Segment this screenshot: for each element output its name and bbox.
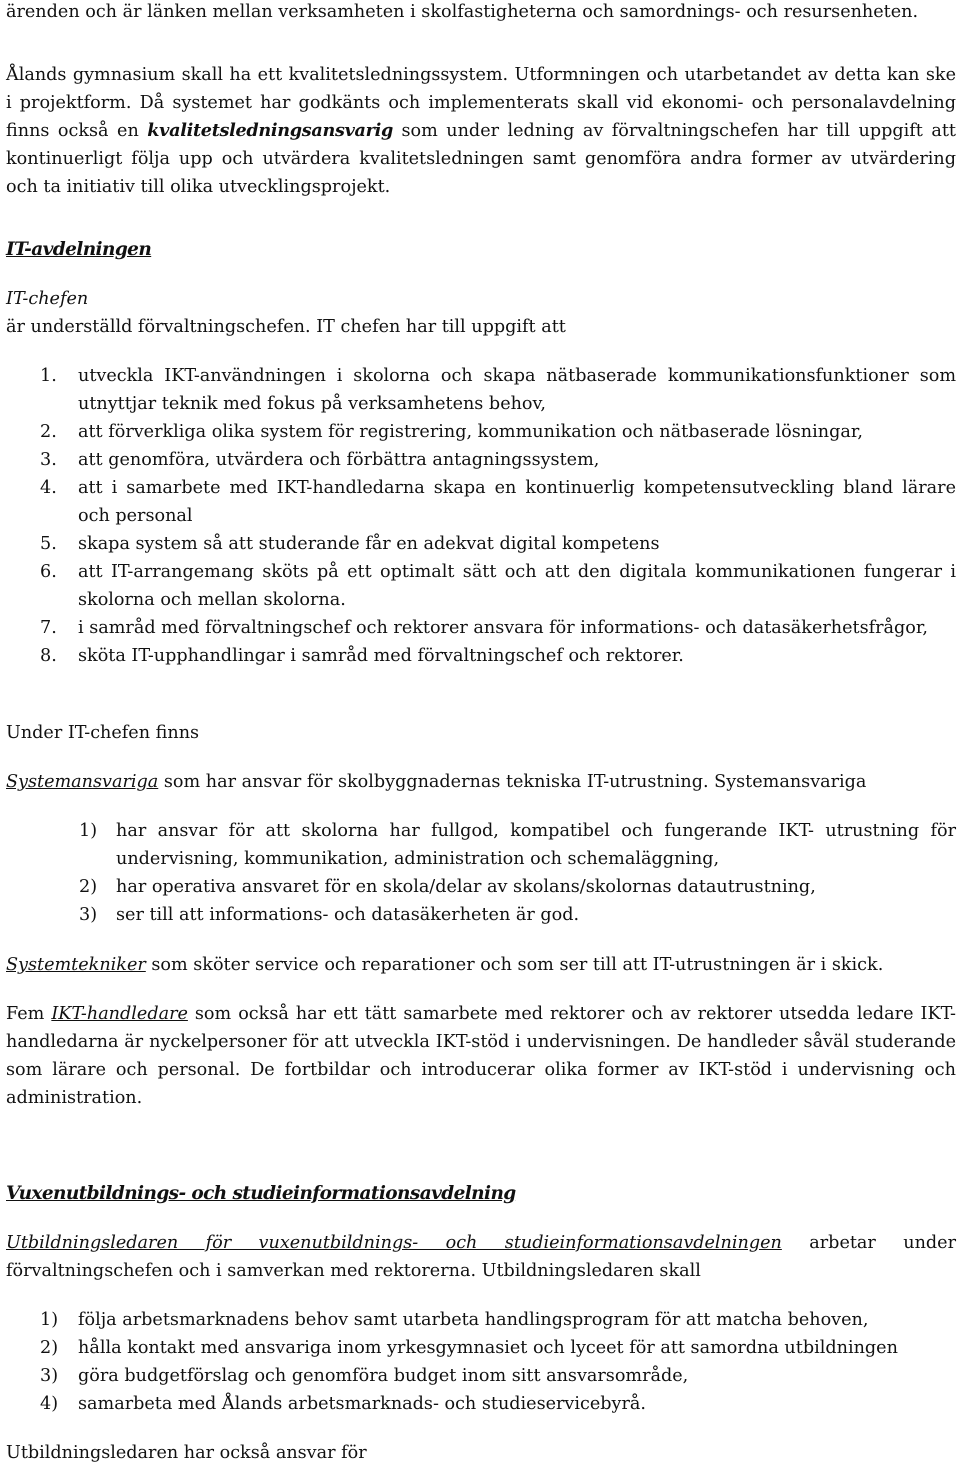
intro-text-a: Ålands gymnasium skall ha ett kvalitetsledningssystem. Utformningen och utarbetandet av detta kan ske i projektform. Då systemet har godkänts och implementerats skall vid ekonomi- och personalavdelning finns också en [6, 65, 956, 141]
list-item-text: att i samarbete med IKT-handledarna skapa en kontinuerlig kompetensutveckling bland lärare och personal [78, 478, 956, 526]
list-item-number: 3) [79, 905, 98, 925]
system-managers-list [6, 817, 956, 929]
it-chief-task-list [6, 362, 956, 670]
list-item-text: skapa system så att studerande får en adekvat digital kompetens [78, 534, 660, 554]
list-item-number: 8. [40, 646, 57, 666]
list-item-text: har ansvar för att skolorna har fullgod, kompatibel och fungerande IKT- utrustning för undervisning, kommunikation, administration och schemaläggning, [116, 821, 956, 869]
system-managers-term: Systemansvariga [6, 772, 159, 792]
vux-section-heading: Vuxenutbildnings- och studieinformationsavdelning [6, 1183, 516, 1204]
list-item-text: sköta IT-upphandlingar i samråd med förvaltningschef och rektorer. [78, 646, 684, 666]
education-leader-term: Utbildningsledaren för vuxenutbildnings- och studieinformationsavdelningen [6, 1233, 782, 1253]
ikt-supervisors-term: IKT-handledare [51, 1004, 188, 1024]
list-item-number: 1) [40, 1310, 59, 1330]
list-item [6, 1334, 956, 1362]
list-item [6, 817, 956, 873]
list-item [6, 446, 956, 474]
list-item-number: 4. [40, 478, 57, 498]
list-item-text: samarbeta med Ålands arbetsmarknads- och studieservicebyrå. [78, 1394, 646, 1414]
list-item-number: 7. [40, 618, 57, 638]
it-section-heading: IT-avdelningen [6, 239, 152, 260]
list-item [6, 901, 956, 929]
list-item [6, 642, 956, 670]
system-technicians-paragraph: Systemtekniker som sköter service och reparationer och som ser till att IT-utrustningen är i skick. [6, 955, 884, 975]
intro-paragraph-1: ärenden och är länken mellan verksamheten i skolfastigheterna och samordnings- och resursenheten. [6, 2, 919, 22]
list-item-text: ser till att informations- och datasäkerheten är god. [116, 905, 580, 925]
list-item-number: 3) [40, 1366, 59, 1386]
list-item [6, 873, 956, 901]
intro-paragraph-2 [6, 61, 956, 201]
list-item-text: att förverkliga olika system för registrering, kommunikation och nätbaserade lösningar, [78, 422, 863, 442]
list-item-number: 6. [40, 562, 57, 582]
list-item [6, 530, 956, 558]
it-chief-lead: är underställd förvaltningschefen. IT chefen har till uppgift att [6, 317, 566, 337]
system-technicians-term: Systemtekniker [6, 955, 146, 975]
list-item-text: att genomföra, utvärdera och förbättra antagningssystem, [78, 450, 600, 470]
list-item-number: 2) [40, 1338, 59, 1358]
list-item-text: att IT-arrangemang sköts på ett optimalt sätt och att den digitala kommunikationen fungerar i skolorna och mellan skolorna. [78, 562, 956, 610]
list-item-text: har operativa ansvaret för en skola/delar av skolans/skolornas datautrustning, [116, 877, 816, 897]
list-item [6, 1390, 956, 1418]
list-item-number: 5. [40, 534, 57, 554]
quality-manager-term: kvalitetsledningsansvarig [147, 120, 393, 141]
list-item-number: 1. [40, 366, 57, 386]
under-it-chief-text: Under IT-chefen finns [6, 723, 200, 743]
list-item-text: hålla kontakt med ansvariga inom yrkesgymnasiet och lyceet för att samordna utbildningen [78, 1338, 898, 1358]
ikt-supervisors-paragraph: Fem IKT-handledare som också har ett tätt samarbete med rektorer och av rektorer utsedda ledare IKT-handledarna är nyckelpersoner för att utveckla IKT-stöd i undervisningen. De handleder såväl studerande som lärare och personal. De fortbildar och introducerar olika former av IKT-stöd i undervisning och administration. [6, 1004, 956, 1108]
system-managers-paragraph: Systemansvariga som har ansvar för skolbyggnadernas tekniska IT-utrustning. Systemansvariga [6, 772, 867, 792]
list-item [6, 418, 956, 446]
list-item-text: i samråd med förvaltningschef och rektorer ansvara för informations- och datasäkerhetsfrågor, [78, 618, 928, 638]
list-item-text: utveckla IKT-användningen i skolorna och skapa nätbaserade kommunikationsfunktioner som utnyttjar teknik med fokus på verksamhetens behov, [78, 366, 956, 414]
list-item-number: 3. [40, 450, 57, 470]
list-item-number: 1) [79, 821, 98, 841]
list-item [6, 614, 956, 642]
education-leader-tail: Utbildningsledaren har också ansvar för [6, 1443, 367, 1463]
list-item [6, 362, 956, 418]
list-item-text: göra budgetförslag och genomföra budget inom sitt ansvarsområde, [78, 1366, 689, 1386]
list-item [6, 1306, 956, 1334]
list-item [6, 474, 956, 530]
list-item-number: 4) [40, 1394, 59, 1414]
list-item-text: följa arbetsmarknadens behov samt utarbeta handlingsprogram för att matcha behoven, [78, 1310, 869, 1330]
vux-lead-paragraph: Utbildningsledaren för vuxenutbildnings- och studieinformationsavdelningen arbetar under förvaltningschefen och i samverkan med rektorerna. Utbildningsledaren skall [6, 1233, 956, 1281]
list-item-number: 2) [79, 877, 98, 897]
list-item [6, 1362, 956, 1390]
it-chief-subheading: IT-chefen [6, 289, 89, 309]
list-item [6, 558, 956, 614]
education-leader-task-list [6, 1306, 956, 1418]
intro-text-b: som under ledning av förvaltningschefen har till uppgift att kontinuerligt följa upp och utvärdera kvalitetsledningen samt genomföra andra former av utvärdering och ta initiativ till olika utvecklingsprojekt. [6, 121, 956, 197]
list-item-number: 2. [40, 422, 57, 442]
